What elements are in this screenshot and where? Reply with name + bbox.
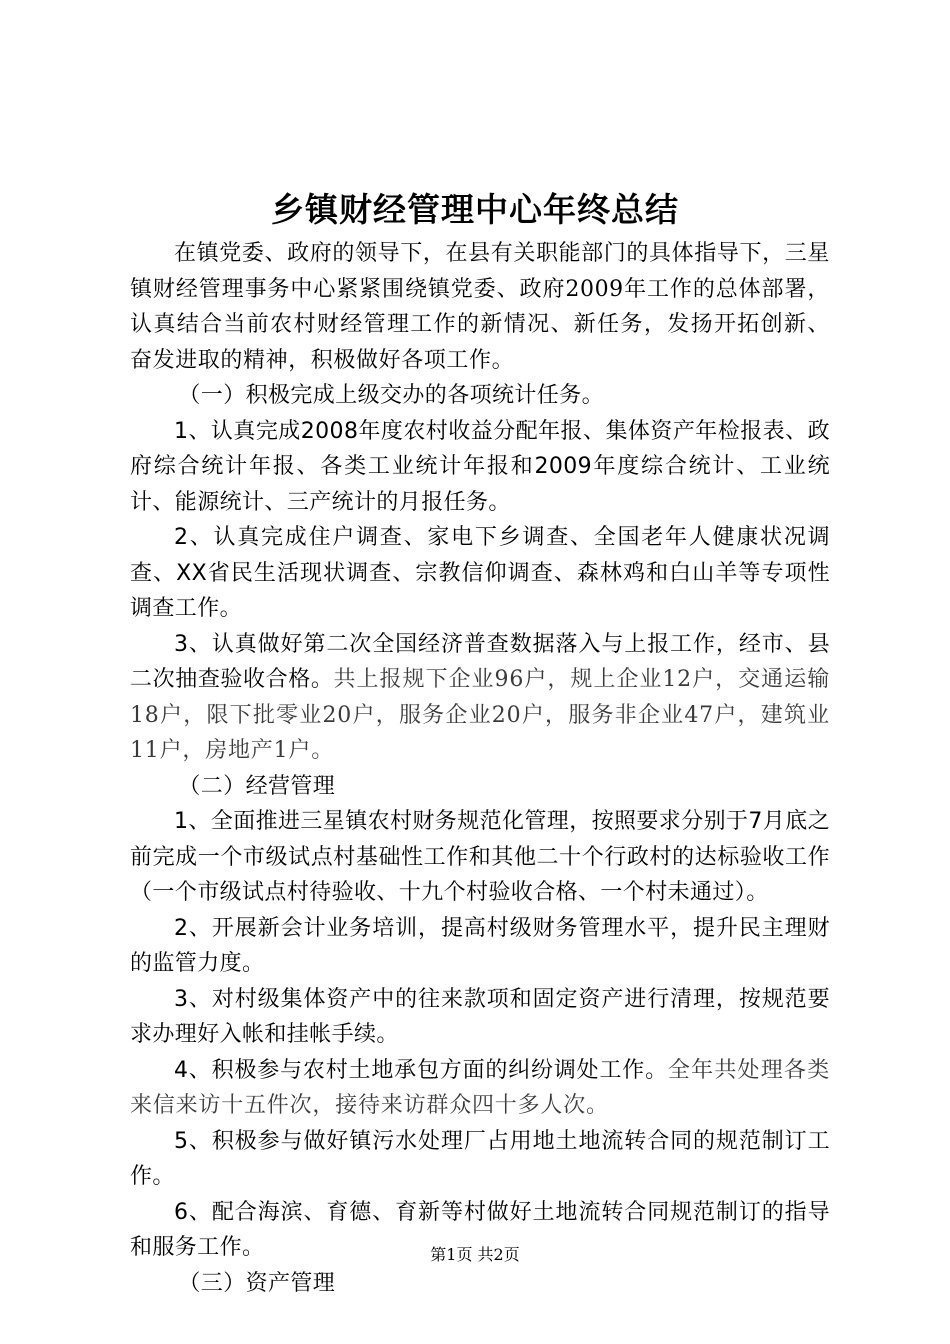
section-2-item-2: 2、开展新会计业务培训，提高村级财务管理水平，提升民主理财的监管力度。 [130,915,830,976]
section-1-item-1: 1、认真完成2008年度农村收益分配年报、集体资产年检报表、政府综合统计年报、各类工业统计年报和2009年度综合统计、工业统计、能源统计、三产统计的月报任务。 [130,418,830,515]
section-2-item-4 [130,1053,830,1124]
section-1-heading: （一）积极完成上级交办的各项统计任务。 [178,383,604,408]
section-1-item-2: 2、认真完成住户调查、家电下乡调查、全国老年人健康状况调查、XX省民生活现状调查、宗教信仰调查、森林鸡和白山羊等专项性调查工作。 [130,525,830,621]
document-title: 乡镇财经管理中心年终总结 [271,190,679,229]
section-2-heading: （二）经营管理 [178,773,336,799]
document-body [130,236,830,1301]
section-1-item-3 [130,627,830,769]
page-footer: 第1页 共2页 [430,1245,520,1264]
section-1-item-3-detail: 共上报规下企业96户，规上企业12户，交通运输18户，限下批零业20户，服务企业20户，服务非企业47户，建筑业11户，房地产1户。 [130,667,830,763]
section-2-item-3: 3、对村级集体资产中的往来款项和固定资产进行清理，按规范要求办理好入帐和挂帐手续。 [130,986,830,1047]
section-2-item-6: 6、配合海滨、育德、育新等村做好土地流转合同规范制订的指导和服务工作。 [130,1199,830,1260]
section-2-item-4-main: 4、积极参与农村土地承包方面的纠纷调处工作。 [174,1057,668,1083]
section-2-item-4-detail: 全年共处理各类来信来访十五件次，接待来访群众四十多人次。 [130,1057,830,1118]
section-3-heading: （三）资产管理 [178,1270,336,1296]
section-2-item-1: 1、全面推进三星镇农村财务规范化管理，按照要求分别于7月底之前完成一个市级试点村基础性工作和其他二十个行政村的达标验收工作（一个市级试点村待验收、十九个村验收合格、一个村未通过）。 [130,809,830,905]
section-1-item-3-main: 3、认真做好第二次全国经济普查数据落入与上报工作，经市、县二次抽查验收合格。 [130,631,830,692]
section-2-item-5: 5、积极参与做好镇污水处理厂占用地土地流转合同的规范制订工作。 [130,1128,830,1189]
intro-paragraph: 在镇党委、政府的领导下，在县有关职能部门的具体指导下，三星镇财经管理事务中心紧紧围绕镇党委、政府2009年工作的总体部署，认真结合当前农村财经管理工作的新情况、新任务，发扬开拓创新、奋发进取的精神，积极做好各项工作。 [130,241,830,373]
